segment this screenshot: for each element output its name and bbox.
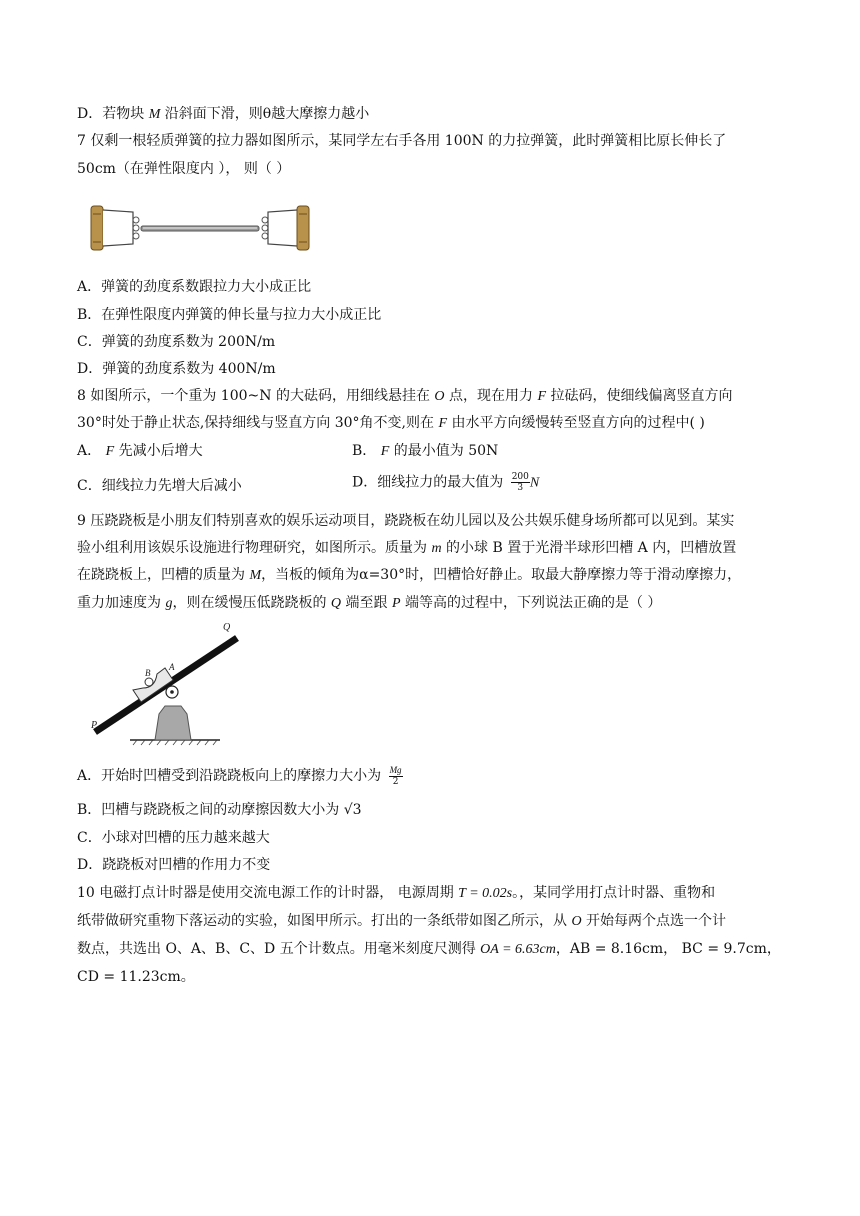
q7-stem-line1: 7 仅剩一根轻质弹簧的拉力器如图所示，某同学左右手各用 100N 的力拉弹簧，此时弹簧相比原长伸长了 bbox=[77, 133, 727, 149]
q9-stem-line2: 验小组利用该娱乐设施进行物理研究，如图所示。质量为 m 的小球 B 置于光滑半球形凹槽 A 内，凹槽放置 bbox=[77, 540, 737, 556]
q7-option-c: C．弹簧的劲度系数为 200N/m bbox=[77, 334, 276, 350]
seesaw-figure bbox=[85, 618, 245, 746]
q9-option-c: C．小球对凹槽的压力越来越大 bbox=[77, 830, 270, 846]
q7-option-d: D．弹簧的劲度系数为 400N/m bbox=[77, 361, 276, 377]
fig-label-a: A bbox=[169, 662, 175, 672]
q7-option-b: B．在弹性限度内弹簧的伸长量与拉力大小成正比 bbox=[77, 307, 382, 323]
fig-label-b: B bbox=[145, 668, 151, 678]
q9-option-a: A．开始时凹槽受到沿跷跷板向上的摩擦力大小为 $\frac{Mg}{2}$ bbox=[77, 765, 402, 787]
q10-stem-line1: 10 电磁打点计时器是使用交流电源工作的计时器， 电源周期 T = 0.02s。，某同学用打点计时器、重物和 bbox=[77, 885, 716, 901]
q8-option-c: C．细线拉力先增大后减小 bbox=[77, 478, 242, 494]
q8-stem-line1: 8 如图所示，一个重为 100~N 的大砝码，用细线悬挂在 O 点，现在用力 F 拉砝码，使细线偏离竖直方向 bbox=[77, 388, 733, 404]
q8-option-b: B． F 的最小值为 50N bbox=[352, 443, 499, 459]
q8-option-a: A． F 先减小后增大 bbox=[77, 443, 203, 459]
q9-stem-line4: 重力加速度为 g，则在缓慢压低跷跷板的 Q 端至跟 P 端等高的过程中，下列说法正确的是（ ） bbox=[77, 595, 662, 611]
q7-option-a: A．弹簧的劲度系数跟拉力大小成正比 bbox=[77, 279, 312, 295]
q7-stem-line2: 50cm（在弹性限度内 ）， 则（ ） bbox=[77, 161, 291, 177]
q10-stem-line4: CD = 11.23cm。 bbox=[77, 969, 195, 985]
q8-option-d: D．细线拉力的最大值为 $\frac{200}{3}$ N bbox=[352, 472, 540, 493]
q9-option-d: D．跷跷板对凹槽的作用力不变 bbox=[77, 857, 271, 873]
fig-label-p: P bbox=[91, 720, 98, 731]
q9-stem-line1: 9 压跷跷板是小朋友们特别喜欢的娱乐运动项目，跷跷板在幼儿园以及公共娱乐健身场所都可以见到。某实 bbox=[77, 513, 735, 529]
q8-stem-line2: 30°时处于静止状态,保持细线与竖直方向 30°角不变,则在 F 由水平方向缓慢转至竖直方向的过程中( ) bbox=[77, 415, 705, 431]
q10-stem-line2: 纸带做研究重物下落运动的实验，如图甲所示。打出的一条纸带如图乙所示，从 O 开始每两个点选一个计 bbox=[77, 913, 727, 929]
q9-stem-line3: 在跷跷板上，凹槽的质量为 M，当板的倾角为α=30°时，凹槽恰好静止。取最大静摩擦力等于滑动摩擦力， bbox=[77, 567, 742, 583]
q10-stem-line3: 数点，共选出 O、A、B、C、D 五个计数点。用毫米刻度尺测得 OA = 6.63cm，AB = 8.16cm， BC = 9.7cm， bbox=[77, 941, 781, 957]
fig-label-q: Q bbox=[223, 622, 231, 633]
q9-option-b: B．凹槽与跷跷板之间的动摩擦因数大小为 √3 bbox=[77, 802, 362, 818]
spring-expander-figure bbox=[85, 198, 315, 258]
q6-option-d: D．若物块 M 沿斜面下滑，则θ越大摩擦力越小 bbox=[77, 106, 370, 122]
